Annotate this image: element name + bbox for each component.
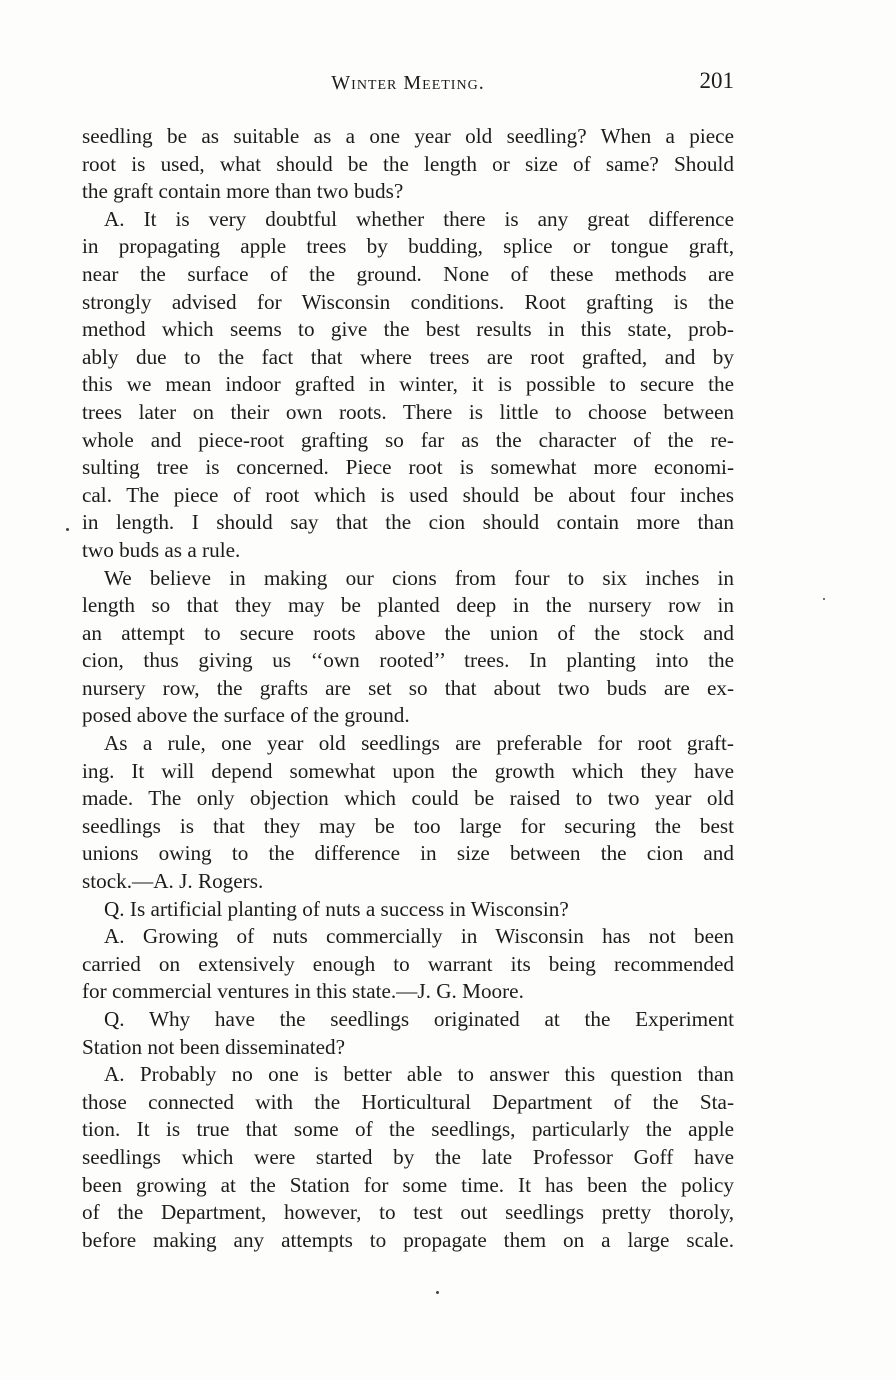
text-line: strongly advised for Wisconsin conditions. Root grafting is the xyxy=(82,289,734,314)
text-line: for commercial ventures in this state.—J. G. Moore. xyxy=(82,979,524,1004)
text-line: near the surface of the ground. None of these methods are xyxy=(82,261,734,286)
text-line: ing. It will depend somewhat upon the growth which they have xyxy=(82,758,734,783)
text-line: We believe in making our cions from four to six inches in xyxy=(104,565,734,590)
text-line: seedlings which were started by the late Professor Goff have xyxy=(82,1144,734,1169)
text-line: tion. It is true that some of the seedlings, particularly the apple xyxy=(82,1117,734,1142)
text-line: sulting tree is concerned. Piece root is somewhat more economi- xyxy=(82,455,734,480)
text-line: of the Department, however, to test out seedlings pretty thoroly, xyxy=(82,1200,734,1225)
text-line: Q. Is artificial planting of nuts a success in Wisconsin? xyxy=(104,896,569,921)
text-line: the graft contain more than two buds? xyxy=(82,179,404,204)
running-title: Winter Meeting. xyxy=(331,72,485,94)
text-line: ably due to the fact that where trees are root grafted, and by xyxy=(82,344,734,369)
scan-speck xyxy=(436,1291,439,1294)
text-line: A. Probably no one is better able to answer this question than xyxy=(104,1062,734,1087)
body-text xyxy=(82,123,734,1254)
text-line: those connected with the Horticultural Department of the Sta- xyxy=(82,1089,734,1114)
text-line: in length. I should say that the cion should contain more than xyxy=(82,510,734,535)
text-line: whole and piece-root grafting so far as the character of the re- xyxy=(82,427,734,452)
text-line: cion, thus giving us ‘‘own rooted’’ trees. In planting into the xyxy=(82,648,734,673)
text-line: an attempt to secure roots above the union of the stock and xyxy=(82,620,734,645)
scan-speck xyxy=(823,598,825,600)
text-line: root is used, what should be the length or size of same? Should xyxy=(82,151,734,176)
text-line: cal. The piece of root which is used should be about four inches xyxy=(82,482,734,507)
text-line: carried on extensively enough to warrant its being recommended xyxy=(82,951,734,976)
text-line: Station not been disseminated? xyxy=(82,1034,346,1059)
text-line: posed above the surface of the ground. xyxy=(82,703,410,728)
page-number: 201 xyxy=(699,68,734,93)
text-line: As a rule, one year old seedlings are preferable for root graft- xyxy=(104,731,734,756)
text-line: seedlings is that they may be too large for securing the best xyxy=(82,813,734,838)
text-line: two buds as a rule. xyxy=(82,537,241,562)
text-line: nursery row, the grafts are set so that about two buds are ex- xyxy=(82,675,734,700)
text-line: in propagating apple trees by budding, splice or tongue graft, xyxy=(82,234,734,259)
text-line: length so that they may be planted deep in the nursery row in xyxy=(82,593,734,618)
text-line: method which seems to give the best results in this state, prob- xyxy=(82,317,734,342)
text-line: stock.—A. J. Rogers. xyxy=(82,869,264,894)
text-line: made. The only objection which could be raised to two year old xyxy=(82,786,734,811)
text-line: this we mean indoor grafted in winter, it is possible to secure the xyxy=(82,372,734,397)
text-line: A. It is very doubtful whether there is any great difference xyxy=(104,206,734,231)
text-line: trees later on their own roots. There is little to choose between xyxy=(82,399,734,424)
scan-speck xyxy=(66,528,69,531)
text-line: been growing at the Station for some time. It has been the policy xyxy=(82,1172,734,1197)
text-line: before making any attempts to propagate them on a large scale. xyxy=(82,1227,734,1252)
text-line: A. Growing of nuts commercially in Wisconsin has not been xyxy=(104,924,734,949)
running-header xyxy=(82,66,734,100)
text-line: Q. Why have the seedlings originated at the Experiment xyxy=(104,1007,734,1031)
text-line: seedling be as suitable as a one year old seedling? When a piece xyxy=(82,124,734,148)
text-line: unions owing to the difference in size between the cion and xyxy=(82,841,734,866)
